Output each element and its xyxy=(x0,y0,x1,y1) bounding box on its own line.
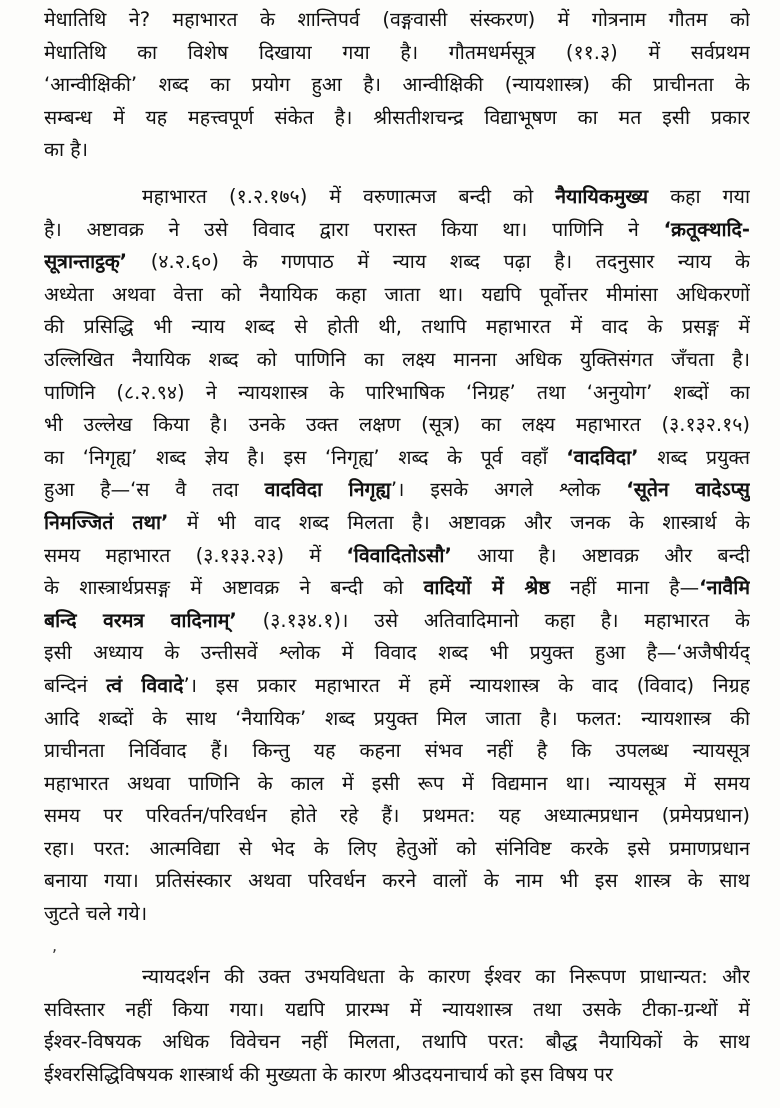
text-segment: नहीं माना है— xyxy=(549,576,700,600)
bold-term: सूत्रान्ताट्ठक्’ xyxy=(44,250,128,274)
text-segment: ’। इस प्रकार महाभारत में हमें न्यायशास्त्र के वाद (विवाद) निग्रह xyxy=(183,673,750,697)
bold-term: ‘सूतेन वादेऽप्सु xyxy=(626,478,750,502)
text-segment: समय पर परिवर्तन/परिवर्धन होते रहे हैं। प्रथमत: यह अध्यात्मप्रधान (प्रमेयप्रधान) xyxy=(44,804,750,828)
text-line xyxy=(44,377,750,410)
text-line xyxy=(44,865,750,898)
text-segment: कहा गया xyxy=(648,185,750,208)
text-segment: बन्दिनं xyxy=(44,673,107,697)
text-line xyxy=(44,474,750,507)
bold-term: ‘क्रतूक्थादि- xyxy=(663,217,750,241)
paragraph-3 xyxy=(44,961,750,1091)
text-line xyxy=(44,735,750,768)
text-line: ईश्वर-विषयक अधिक विवेचन नहीं मिलता, तथापि परत: बौद्ध नैयायिकों के साथ xyxy=(44,1030,750,1054)
text-segment: (३.१३४.१)। उसे अतिवादिमानो कहा है। महाभारत के xyxy=(236,608,750,632)
text-segment: रहा। परत: आत्मविद्या से भेद के लिए हेतुओं को संनिविष्ट करके इसे प्रमाणप्रधान xyxy=(44,836,750,860)
text-line xyxy=(44,344,750,377)
bold-term: त्वं विवादे xyxy=(106,673,184,697)
text-line xyxy=(44,670,750,703)
text-line: मेधातिथि का विशेष दिखाया गया है। गौतमधर्मसूत्र (११.३) में सर्वप्रथम xyxy=(44,40,750,64)
text-segment: आदि शब्दों के साथ ‘नैयायिक’ शब्द प्रयुक्त मिल जाता है। फलत: न्यायशास्त्र की xyxy=(44,706,750,730)
margin-pencil-mark: , xyxy=(52,936,58,955)
text-segment: महाभारत (१.२.१७५) में वरुणात्मज बन्दी को xyxy=(142,185,556,208)
text-line: सविस्तार नहीं किया गया। यद्यपि प्रारम्भ में न्यायशास्त्र तथा उसके टीका-ग्रन्थों में xyxy=(44,997,750,1021)
text-segment: बनाया गया। प्रतिसंस्कार अथवा परिवर्धन करने वालों के नाम भी इस शास्त्र के साथ xyxy=(44,869,750,893)
text-line xyxy=(44,540,750,573)
bold-term: ‘नावैमि xyxy=(699,576,750,600)
bold-term: निमज्जितं तथा’ xyxy=(44,510,169,534)
text-segment: जुटते चले गये। xyxy=(44,902,148,926)
text-line xyxy=(44,507,750,540)
text-segment: में भी वाद शब्द मिलता है। अष्टावक्र और जनक के शास्त्रार्थ के xyxy=(168,510,750,534)
text-line xyxy=(44,409,750,442)
text-line: मेधातिथि ने? महाभारत के शान्तिपर्व (वङ्गवासी संस्करण) में गोत्रनाम गौतम को xyxy=(44,8,750,31)
text-segment: उल्लिखित नैयायिक शब्द को पाणिनि का लक्ष्य मानना अधिक युक्तिसंगत जँचता है। xyxy=(44,347,750,371)
bold-term: वादविदा निगृह्य xyxy=(264,478,391,502)
text-line: ईश्वरसिद्धिविषयक शास्त्रार्थ की मुख्यता के कारण श्रीउदयनाचार्य को इस विषय पर xyxy=(44,1062,613,1086)
bold-term: नैयायिकमुख्य xyxy=(555,185,649,208)
text-segment: ’। इसके अगले श्लोक xyxy=(390,478,627,502)
text-line xyxy=(44,768,750,801)
text-segment: (४.२.६०) के गणपाठ में न्याय शब्द पढ़ा है। तदनुसार न्याय के xyxy=(127,250,750,274)
text-segment: महाभारत अथवा पाणिनि के काल में इसी रूप में विद्यमान था। न्यायसूत्र में समय xyxy=(44,771,750,795)
paragraph-2 xyxy=(44,181,750,931)
text-segment: अध्येता अथवा वेत्ता को नैयायिक कहा जाता था। यद्यपि पूर्वोत्तर मीमांसा अधिकरणों xyxy=(44,282,750,306)
text-segment: प्राचीनता निर्विवाद हैं। किन्तु यह कहना संभव नहीं है कि उपलब्ध न्यायसूत्र xyxy=(44,739,750,763)
text-line xyxy=(44,605,750,638)
bold-term: वादियों में श्रेष्ठ xyxy=(423,576,550,600)
bold-term: बन्दि वरमत्र वादिनाम्’ xyxy=(44,608,237,632)
text-segment: समय महाभारत (३.१३३.२३) में xyxy=(44,543,347,567)
bold-term: ‘विवादितोऽसौ’ xyxy=(346,543,452,567)
text-line xyxy=(44,214,750,247)
text-line: ‘आन्वीक्षिकी’ शब्द का प्रयोग हुआ है। आन्वीक्षिकी (न्यायशास्त्र) की प्राचीनता के xyxy=(44,73,750,97)
text-segment: भी उल्लेख किया है। उनके उक्त लक्षण (सूत्र) का लक्ष्य महाभारत (३.१३२.१५) xyxy=(44,413,750,437)
text-segment: की प्रसिद्धि भी न्याय शब्द से होती थी, तथापि महाभारत में वाद के प्रसङ्ग में xyxy=(44,315,750,339)
text-line xyxy=(44,703,750,736)
text-line: का है। xyxy=(44,138,88,162)
text-segment: है। अष्टावक्र ने उसे विवाद द्वारा परास्त किया था। पाणिनि ने xyxy=(44,217,664,241)
text-line xyxy=(44,181,750,214)
text-line xyxy=(44,833,750,866)
bold-term: ‘वादविदा’ xyxy=(566,445,639,469)
text-segment: का ‘निगृह्य’ शब्द ज्ञेय है। इस ‘निगृह्य’ शब्द के पूर्व वहाँ xyxy=(44,445,567,469)
text-line xyxy=(44,246,750,279)
text-line xyxy=(44,898,750,931)
paragraph-1 xyxy=(44,4,750,167)
text-segment: इसी अध्याय के उन्तीसवें श्लोक में विवाद शब्द भी प्रयुक्त हुआ है—‘अजैषीर्यद् xyxy=(44,641,750,665)
text-line xyxy=(44,572,750,605)
text-segment: के शास्त्रार्थप्रसङ्ग में अष्टावक्र ने बन्दी को xyxy=(44,576,424,600)
text-segment: पाणिनि (८.२.९४) ने न्यायशास्त्र के पारिभाषिक ‘निग्रह’ तथा ‘अनुयोग’ शब्दों का xyxy=(44,380,750,404)
text-line xyxy=(44,800,750,833)
text-line: न्यायदर्शन की उक्त उभयविधता के कारण ईश्वर का निरूपण प्राधान्यत: और xyxy=(142,965,750,988)
text-line xyxy=(44,637,750,670)
text-line: सम्बन्ध में यह महत्त्वपूर्ण संकेत है। श्रीसतीशचन्द्र विद्याभूषण का मत इसी प्रकार xyxy=(44,105,750,129)
text-line xyxy=(44,311,750,344)
text-line xyxy=(44,442,750,475)
text-segment: हुआ है—‘स वै तदा xyxy=(44,478,265,502)
text-segment: आया है। अष्टावक्र और बन्दी xyxy=(451,543,750,567)
text-segment: शब्द प्रयुक्त xyxy=(638,445,750,469)
text-line xyxy=(44,279,750,312)
